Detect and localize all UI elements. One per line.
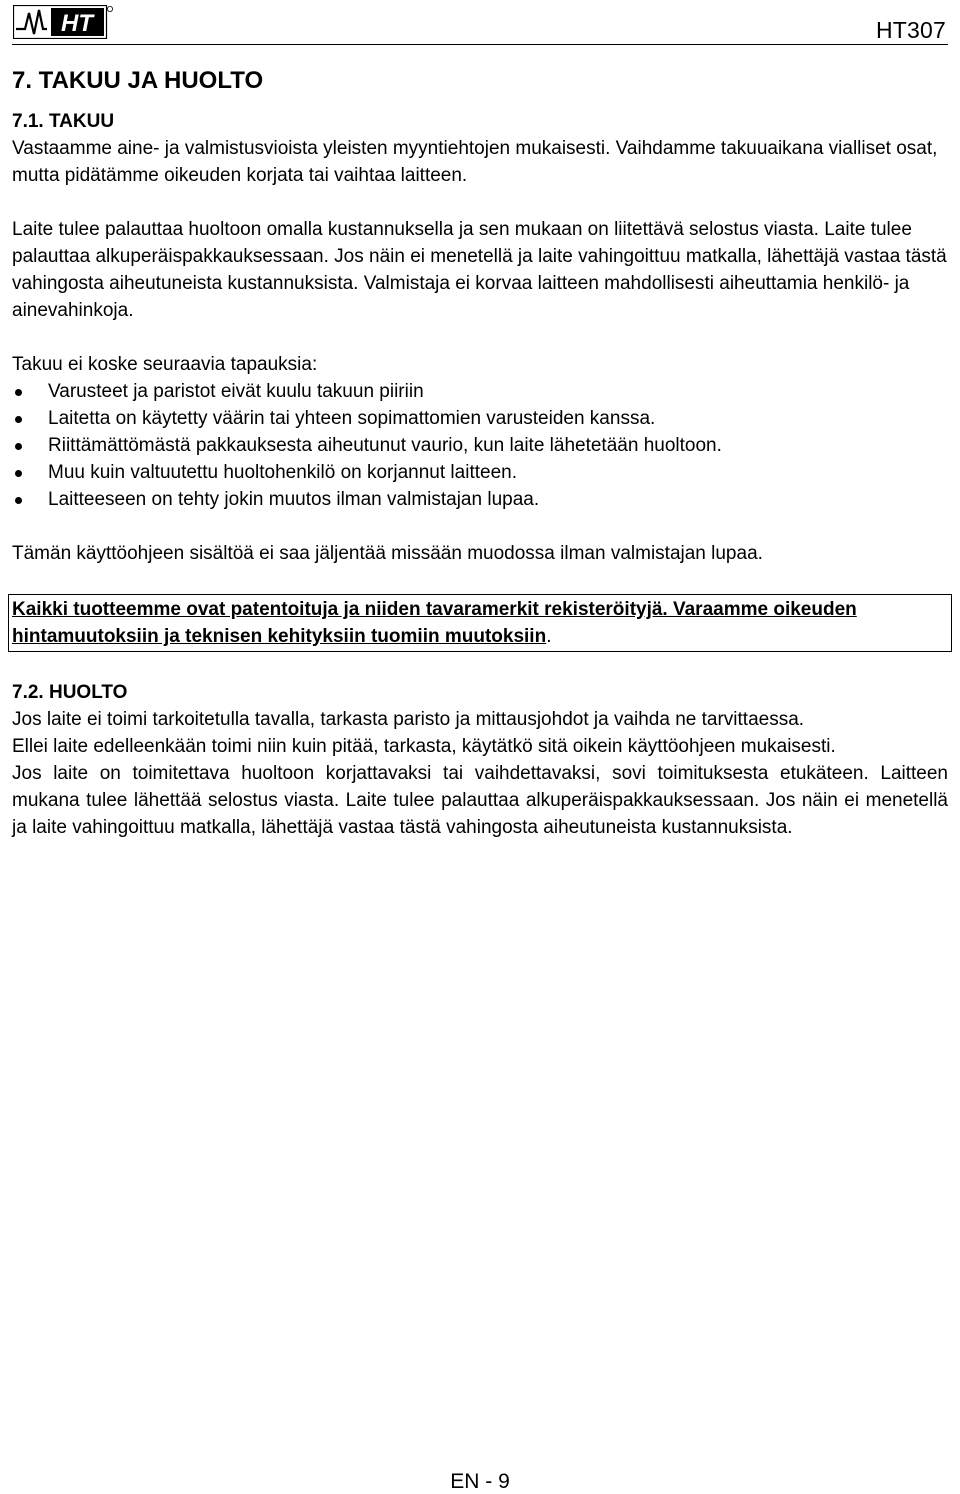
exclusions-list <box>12 378 948 513</box>
chapter-title: 7. TAKUU JA HUOLTO <box>12 67 264 94</box>
logo-text: HT <box>61 10 93 37</box>
warranty-heading: 7.1. TAKUU <box>12 111 115 132</box>
list-item: Muu kuin valtuutettu huoltohenkilö on korjannut laitteen. <box>12 459 948 486</box>
list-item: Laitteeseen on tehty jokin muutos ilman valmistajan lupaa. <box>12 486 948 513</box>
exclusions-intro: Takuu ei koske seuraavia tapauksia: <box>12 354 318 375</box>
list-item: Varusteet ja paristot eivät kuulu takuun piiriin <box>12 378 948 405</box>
patent-notice-box <box>8 594 952 652</box>
bullet-icon <box>15 443 22 450</box>
bullet-icon <box>15 470 22 477</box>
bullet-icon <box>15 416 22 423</box>
model-number: HT307 <box>875 17 946 43</box>
service-paragraph-3: Jos laite on toimitettava huoltoon korjattavaksi tai vaihdettavaksi, sovi toimituksesta etukäteen. Laitteen mukana tulee lähettää selostus viasta. Laite tulee palauttaa alkuperäispakkauksessaan. Jos näin ei menetellä ja laite vahingoittuu matkalla, lähettäjä vastaa tästä vahingosta aiheutuneista kustannuksista. <box>12 763 948 838</box>
warranty-paragraph-2: Laite tulee palauttaa huoltoon omalla kustannuksella ja sen mukaan on liitettävä selostus viasta. Laite tulee palauttaa alkuperäispakkauksessaan. Jos näin ei menetellä ja laite vahingoittuu matkalla, lähettäjä vastaa tästä vahingosta aiheutuneista kustannuksista. Valmistaja ei korvaa laitteen mahdollisesti aiheuttamia henkilö- ja ainevahinkoja. <box>12 219 947 321</box>
ht-logo-mark <box>13 5 113 39</box>
list-item: Laitetta on käytetty väärin tai yhteen sopimattomien varusteiden kanssa. <box>12 405 948 432</box>
service-heading: 7.2. HUOLTO <box>12 682 128 703</box>
ht-logo <box>13 4 113 40</box>
service-paragraph-2: Ellei laite edelleenkään toimi niin kuin pitää, tarkasta, käytätkö sitä oikein käyttöohjeen mukaisesti. <box>12 736 836 757</box>
patent-notice: Kaikki tuotteemme ovat patentoituja ja niiden tavaramerkit rekisteröityjä. Varaamme oikeuden hintamuutoksiin ja teknisen kehityksiin tuomiin muutoksiin <box>12 599 857 647</box>
service-paragraph-1: Jos laite ei toimi tarkoitetulla tavalla, tarkasta paristo ja mittausjohdot ja vaihda ne tarvittaessa. <box>12 709 805 730</box>
bullet-icon <box>15 389 22 396</box>
copy-notice: Tämän käyttöohjeen sisältöä ei saa jäljentää missään muodossa ilman valmistajan lupaa. <box>12 543 763 564</box>
patent-notice-end: . <box>546 626 552 647</box>
list-item: Riittämättömästä pakkauksesta aiheutunut vaurio, kun laite lähetetään huoltoon. <box>12 432 948 459</box>
page-number: EN - 9 <box>450 1470 510 1493</box>
header-divider <box>12 44 948 45</box>
page-content <box>12 64 948 841</box>
warranty-paragraph-1: Vastaamme aine- ja valmistusvioista yleisten myyntiehtojen mukaisesti. Vaihdamme takuuaikana vialliset osat, mutta pidätämme oikeuden korjata tai vaihtaa laitteen. <box>12 138 938 186</box>
bullet-icon <box>15 497 22 504</box>
